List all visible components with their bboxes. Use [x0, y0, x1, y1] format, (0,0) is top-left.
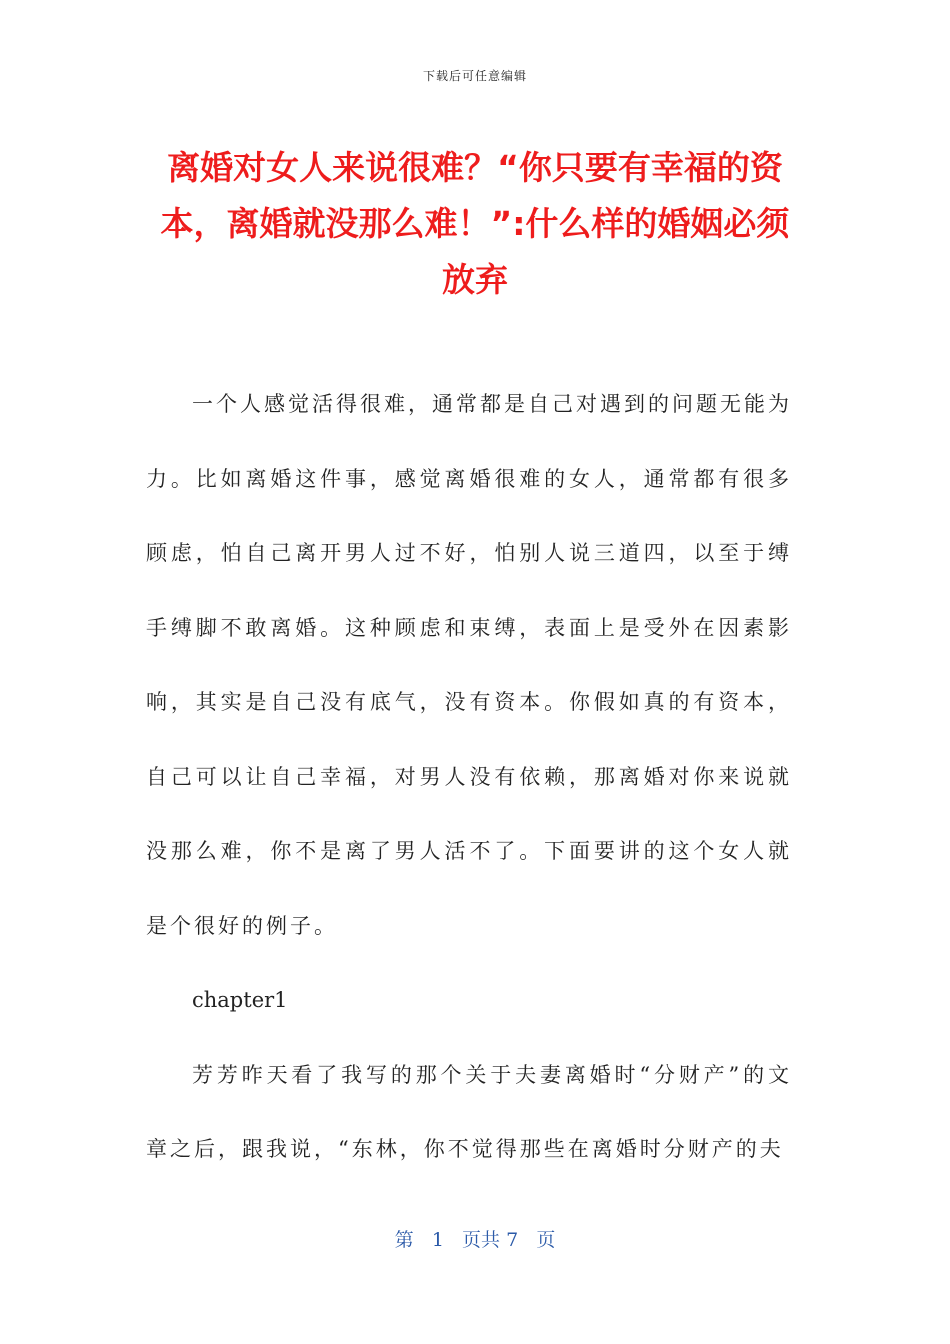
chapter-heading: chapter1	[192, 988, 288, 1012]
body-paragraph: 芳芳昨天看了我写的那个关于夫妻离婚时“分财产”的文章之后，跟我说，“东林，你不觉得那些在离婚时分财产的夫	[146, 1062, 792, 1161]
document-body	[146, 367, 792, 1187]
header-note: 下载后可任意编辑	[422, 69, 527, 83]
footer-middle: 页共	[462, 1229, 501, 1251]
page-footer	[0, 1225, 950, 1252]
body-paragraph: 一个人感觉活得很难，通常都是自己对遇到的问题无能为力。比如离婚这件事，感觉离婚很难的女人，通常都有很多顾虑，怕自己离开男人过不好，怕别人说三道四，以至于缚手缚脚不敢离婚。这种顾虑和束缚，表面上是受外在因素影响，其实是自己没有底气，没有资本。你假如真的有资本，自己可以让自己幸福，对男人没有依赖，那离婚对你来说就没那么难，你不是离了男人活不了。下面要讲的这个女人就是个很好的例子。	[146, 392, 792, 938]
footer-suffix: 页	[536, 1229, 556, 1251]
total-pages-number: 7	[506, 1229, 519, 1251]
footer-prefix: 第	[394, 1229, 414, 1251]
document-title: 离婚对女人来说很难？“你只要有幸福的资本，离婚就没那么难！”:什么样的婚姻必须放弃	[160, 148, 790, 299]
current-page-number: 1	[431, 1229, 444, 1251]
